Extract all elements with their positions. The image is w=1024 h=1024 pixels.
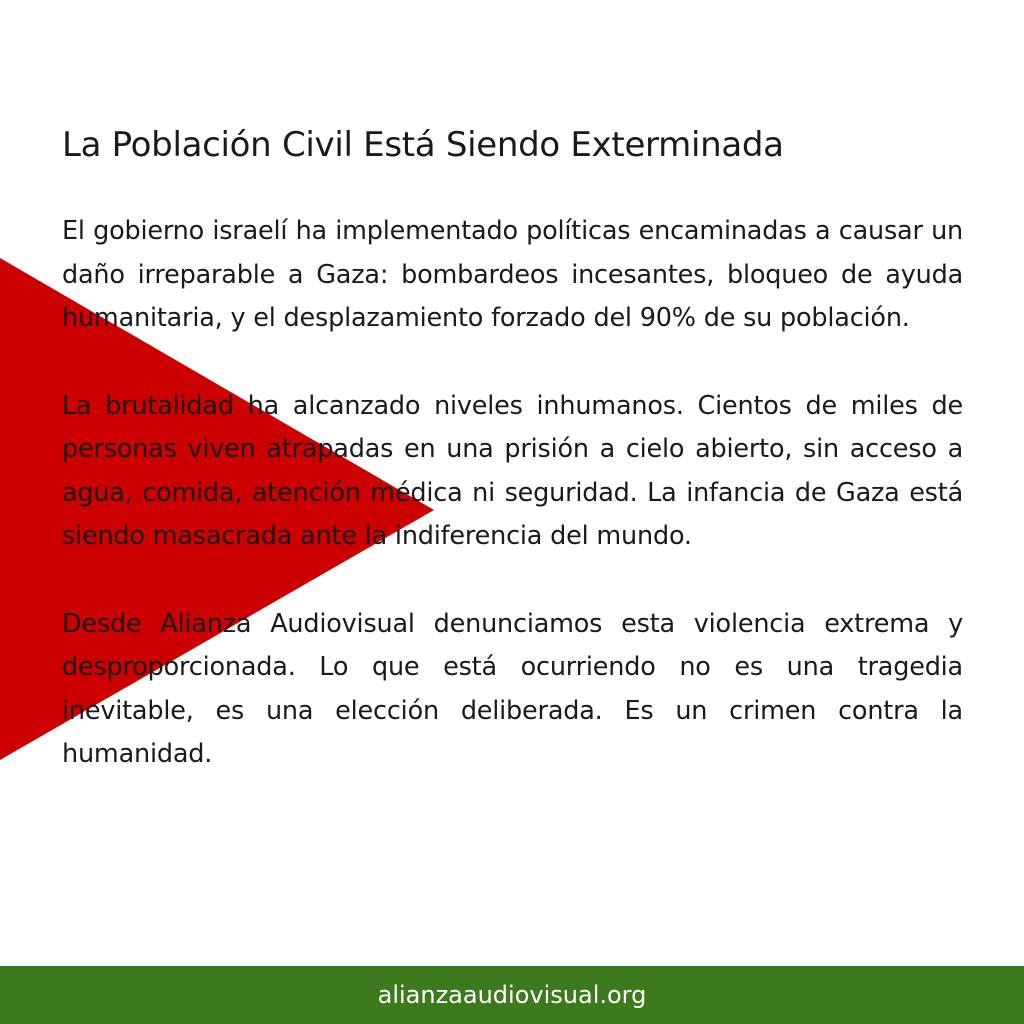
paragraph-3: Desde Alianza Audiovisual denunciamos esta violencia extrema y desproporcionada. Lo que está ocurriendo no es una tragedia inevitable, es una elección deliberada. Es un crimen contra la humanidad. xyxy=(62,608,963,769)
paragraph-2: La brutalidad ha alcanzado niveles inhumanos. Cientos de miles de personas viven atrapadas en una prisión a cielo abierto, sin acceso a agua, comida, atención médica ni seguridad. La infancia de Gaza está siendo masacrada ante la indiferencia del mundo. xyxy=(62,390,963,551)
website-link[interactable]: alianzaaudiovisual.org xyxy=(377,981,647,1009)
footer-bar xyxy=(0,966,1024,1024)
post-content xyxy=(62,122,963,821)
paragraph-1: El gobierno israelí ha implementado políticas encaminadas a causar un daño irreparable a Gaza: bombardeos incesantes, bloqueo de ayuda humanitaria, y el desplazamiento forzado del 90% de su población. xyxy=(62,216,963,333)
post-title: La Población Civil Está Siendo Exterminada xyxy=(62,125,784,165)
